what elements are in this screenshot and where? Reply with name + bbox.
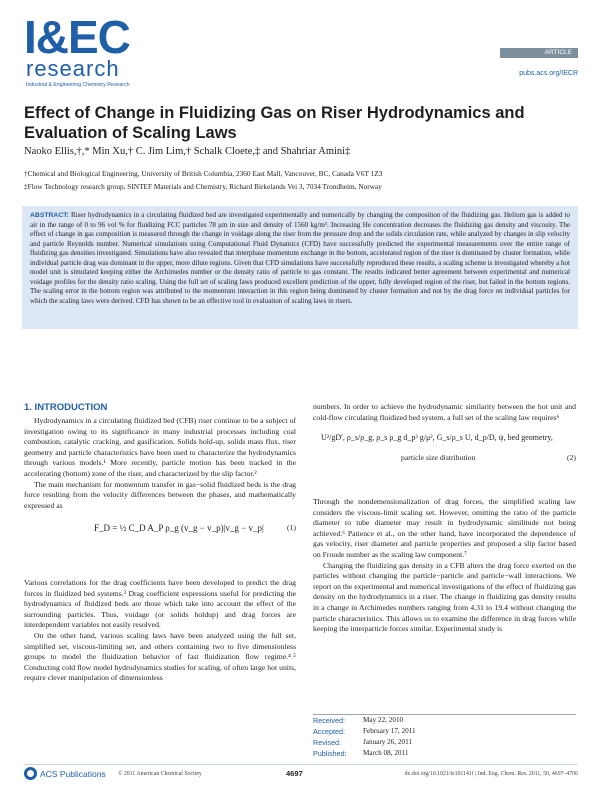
section-heading: 1. INTRODUCTION	[24, 402, 108, 413]
equation-2-tail: particle size distribution	[401, 453, 476, 463]
affiliation-1: †Chemical and Biological Engineering, University of British Columbia, 2360 East Mall, Vancouver, BC, Canada V6T 1Z3	[24, 169, 383, 178]
equation-1-number: (1)	[287, 523, 296, 533]
acs-logo-icon	[24, 767, 37, 780]
article-type-badge: ARTICLE	[500, 48, 578, 58]
date-value: May 22, 2010	[363, 716, 404, 724]
equation-1-body: F_D = ½ C_D A_P ρ_g (v_g − v_p)|v_g − v_p|	[94, 523, 264, 534]
paragraph: Various correlations for the drag coefficients have been developed to predict the drag forces in fluidized bed systems.³ Drag coefficient expressions useful for predicting the hydrodynamics of fluidized beds are those which take into account the effect of the surrounding particles. Thus, voidage (or solids holdup) and drag forces are interdependent variables not easily resolved.	[24, 578, 296, 630]
abstract-box	[22, 206, 578, 329]
equation-2-body: U²/gD′, ρ_s/ρ_g, ρ_s ρ_g d_p³ g/μ², G_s/ρ_s U, d_p/D, ψ, bed geometry,	[321, 433, 553, 443]
column-2-bottom	[313, 497, 576, 635]
paragraph: Changing the fluidizing gas density in a CFB alters the drag force exerted on the particles without changing the particle−particle and particle−wall interactions. We report on the experimental and numerical investigations of the effect of fluidizing gas density on the hydrodynamics in a riser. The change in fluidizing gas density results in a change in Archimedes numbers ranging from 4.31 to 19.4 without changing the particle characteristics. This allows us to examine the difference in drag forces while keeping the interparticle forces similar. Experimental study is	[313, 560, 576, 634]
acs-publications-logo[interactable]	[24, 767, 106, 780]
date-label: Accepted:	[313, 727, 345, 736]
paragraph: Hydrodynamics in a circulating fluidized bed (CFB) riser continue to be a subject of investigation owing to its significance in many industrial processes including coal combustion, catalytic cracking, and gasification. Solids hold-up, solids mass flux, riser geometry and particle characteristics have been used to characterize the hydrodynamics through various models.¹ More recently, particle motion has been tracked in the accelerating (bottom) zone of the riser, and characterized by the slip factor.²	[24, 416, 296, 478]
paragraph: The main mechanism for momentum transfer in gas−solid fluidized beds is the drag force resulting from the velocity differences between the phases, and mathematically expressed as	[24, 479, 296, 510]
affiliation-2: ‡Flow Technology research group, SINTEF Materials and Chemistry, Richard Birkelands Vei 3, 7034 Trondheim, Norway	[24, 182, 382, 191]
column-1-bottom	[24, 578, 296, 684]
journal-logo-caption: Industrial & Engineering Chemistry Research	[26, 82, 130, 88]
date-value: February 17, 2011	[363, 727, 416, 735]
journal-url-link[interactable]: pubs.acs.org/IECR	[519, 70, 578, 77]
date-label: Revised:	[313, 738, 341, 747]
equation-2	[313, 433, 576, 447]
date-row-accepted	[313, 726, 576, 737]
equation-2-number: (2)	[567, 453, 576, 463]
paragraph: Through the nondemensionalization of drag forces, the simplified scaling law considers the viscous-limit scaling set. However, omitting the ratio of the particle diameter to tube diameter may result in hydrodynamic similitude not being achieved.⁶ Patience et al., on the other hand, have incorporated the dependence of gas velocity, riser diameter and particle properties and proposed a slip factor based on Froude number as the scaling law component.⁷	[313, 497, 576, 559]
equation-2-tail-row	[313, 453, 576, 465]
column-1-top	[24, 416, 296, 537]
date-value: March 08, 2011	[363, 749, 409, 757]
footer-divider	[24, 764, 578, 765]
abstract-label: ABSTRACT:	[30, 212, 69, 219]
date-row-revised	[313, 737, 576, 748]
date-row-published	[313, 748, 576, 759]
paper-title: Effect of Change in Fluidizing Gas on Riser Hydrodynamics and Evaluation of Scaling Laws	[24, 104, 525, 142]
abstract-body: Riser hydrodynamics in a circulating fluidized bed are investigated experimentally and numerically by changing the composition of the fluidizing gas. Helium gas is added to air in the range of 0 to 96 vol % for fluidizing FCC particles 78 μm in size and density of 1560 kg/m³. Increasing He concentration decreases the fluidizing gas density and viscosity. The effect of change in gas composition is measured through the change in voidage along the riser from the pressure drop and the solids circulation rate, while analyzed by changes in slip velocity and particle Reynolds number. Numerical simulations using Computational Fluid Dynamics (CFD) have successfully predicted the experimental measurements over the entire range of fluidizing gas densities investigated. Simulations have also revealed that interphase momentum exchange in the bottom, accelerated region of the riser is dominated by cluster formation, while individual particle drag was dominant in the upper, more dilute regions. Given that CFD simulations have successfully reproduced these results, a scaling scheme is investigated whereby a hot model unit is simulated keeping either the Archimedes number or the density ratio of particle to gas constant. The results indicated better agreement between experimental and numerical voidage profiles for the density ratio scaling. Using the full set of scaling laws produced excellent prediction of the upper, fully developed region of the riser, but failed in the bottom regions. The scaling error in the bottom region was attributed to the momentum interaction in this region being dominated by cluster formation and not by the drag force on individual particles for which the scaling laws were derived. CFD has shown to be an effective tool in evaluation of scaling laws in risers.	[30, 211, 571, 305]
copyright-notice: © 2011 American Chemical Society	[118, 771, 202, 777]
acs-logo-text: ACS Publications	[40, 768, 106, 779]
paragraph: numbers. In order to achieve the hydrodynamic similarity between the hot unit and cold-flow circulating fluidized bed system, a full set of the scaling law requires⁶	[313, 402, 576, 422]
publication-dates	[313, 714, 576, 759]
date-value: January 26, 2011	[363, 738, 413, 746]
date-label: Published:	[313, 749, 347, 758]
date-row-received	[313, 715, 576, 726]
author-list: Naoko Ellis,†,* Min Xu,† C. Jim Lim,† Schalk Cloete,‡ and Shahriar Amini‡	[24, 146, 351, 157]
equation-1	[24, 523, 296, 537]
doi-link[interactable]: dx.doi.org/10.1021/ie101141f | Ind. Eng. Chem. Res. 2011, 50, 4697–4706	[404, 771, 578, 777]
paragraph: On the other hand, various scaling laws have been analyzed using the full set, simplified set, viscous-limiting set, and others containing two to five dimensionless groups to model the fluidization behavior of fast fluidization flow regime.⁴˒⁵ Conducting cold flow model hydrodynamics studies for scaling, of often large hot units, require clever manipulation of dimensionless	[24, 630, 296, 683]
journal-logo-sub: research	[26, 56, 120, 81]
date-label: Received:	[313, 716, 345, 725]
page-number: 4697	[286, 769, 303, 778]
abstract-text	[30, 211, 570, 306]
journal-logo: I&EC	[24, 11, 130, 63]
column-2-top	[313, 402, 576, 465]
